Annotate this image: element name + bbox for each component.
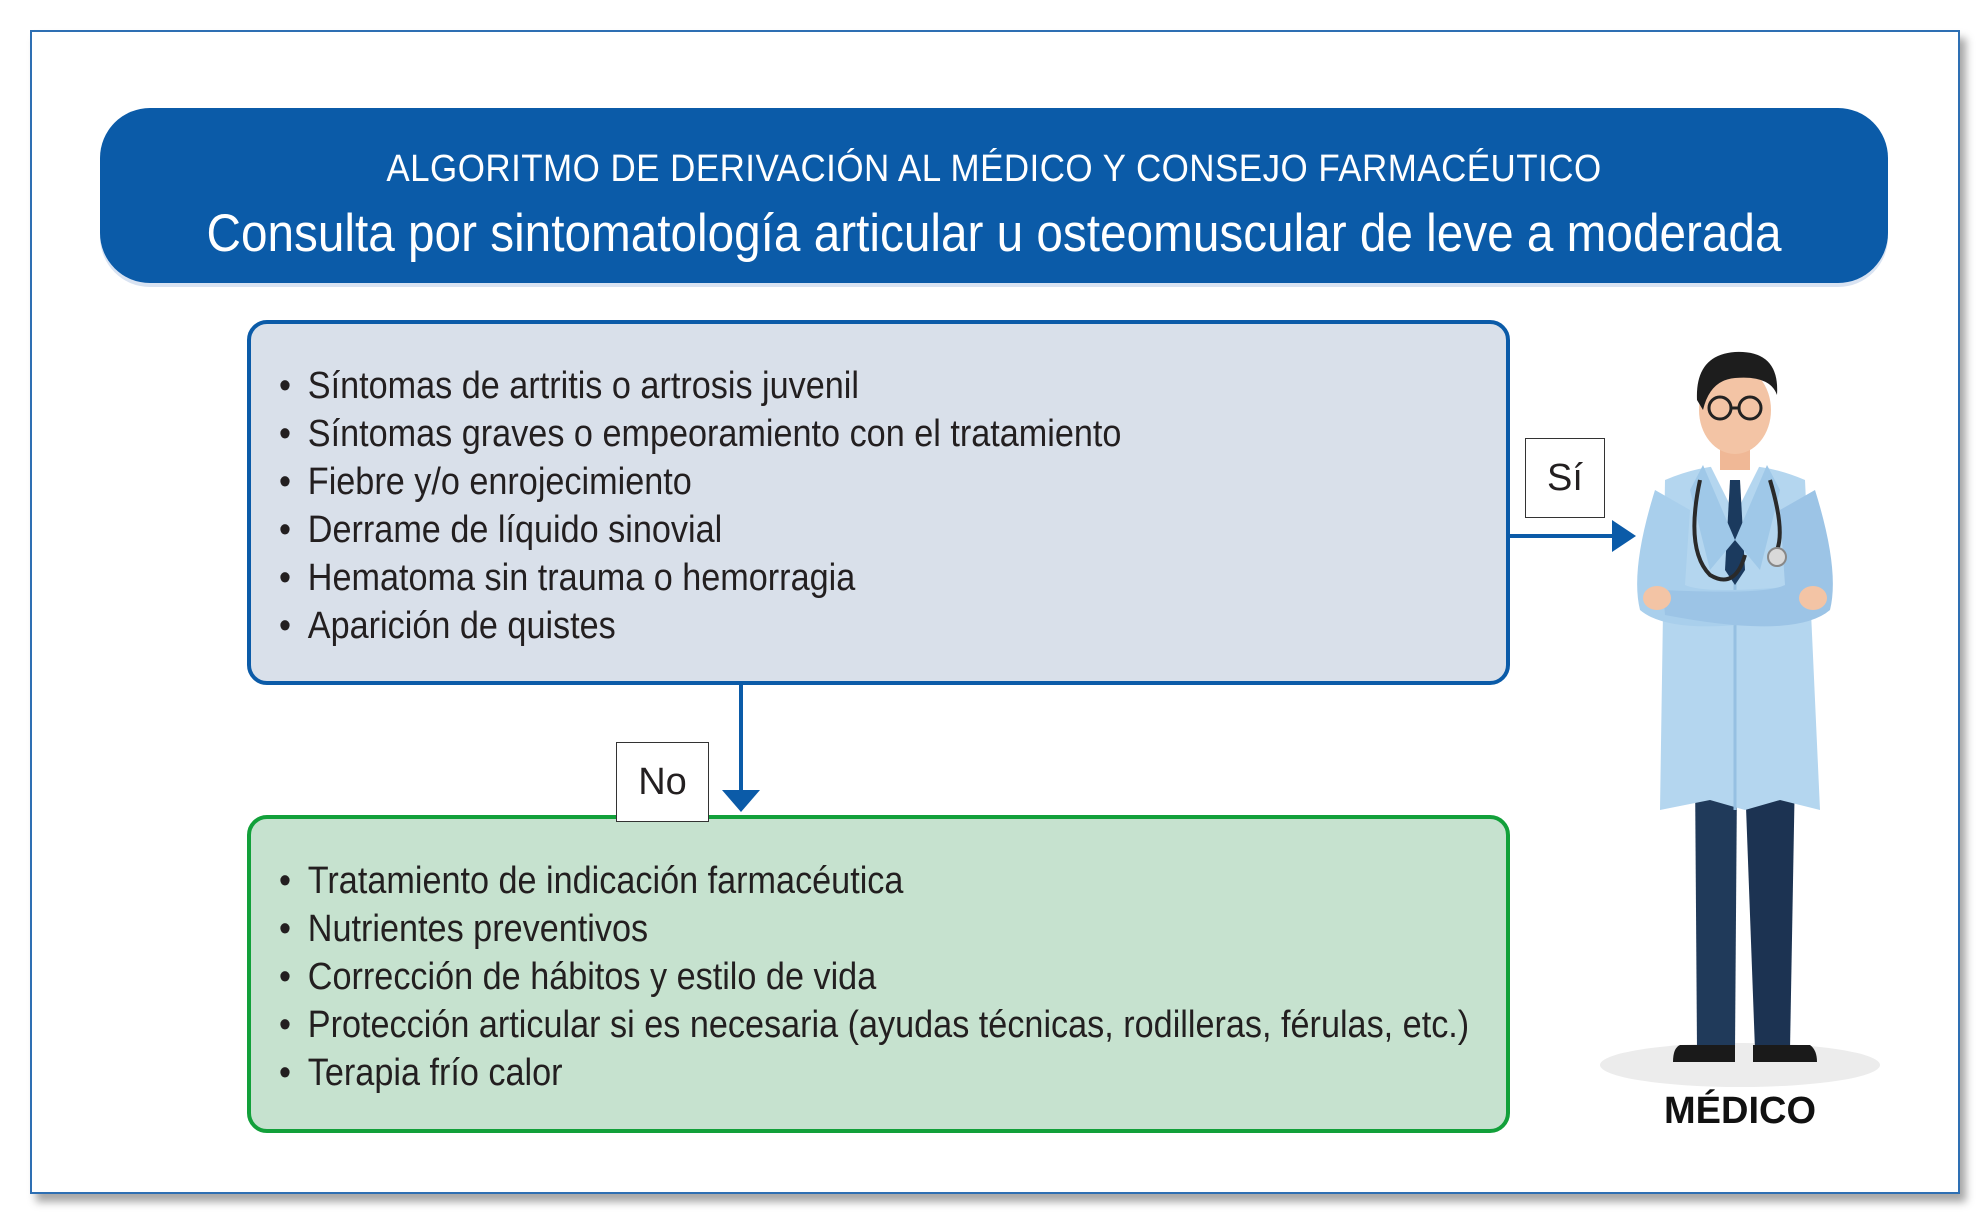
criteria-item: • Hematoma sin trauma o hemorragia (279, 554, 1358, 602)
advice-item: • Nutrientes preventivos (279, 905, 1358, 953)
no-label: No (616, 742, 709, 822)
header-banner (100, 108, 1888, 283)
yes-label: Sí (1525, 438, 1605, 518)
referral-criteria-box (247, 320, 1510, 685)
doctor-illustration-icon (1585, 340, 1885, 1100)
criteria-item: • Síntomas de artritis o artrosis juvenil (279, 362, 1358, 410)
criteria-item: • Síntomas graves o empeoramiento con el tratamiento (279, 410, 1358, 458)
no-connector-line (739, 683, 743, 793)
doctor-label: MÉDICO (1664, 1090, 1816, 1132)
criteria-item: • Derrame de líquido sinovial (279, 506, 1358, 554)
criteria-item: • Aparición de quistes (279, 602, 1358, 650)
criteria-item: • Fiebre y/o enrojecimiento (279, 458, 1358, 506)
advice-item: • Terapia frío calor (279, 1049, 1358, 1097)
header-title: ALGORITMO DE DERIVACIÓN AL MÉDICO Y CONSEJO FARMACÉUTICO (386, 148, 1602, 190)
header-subtitle: Consulta por sintomatología articular u osteomuscular de leve a moderada (206, 204, 1782, 263)
advice-item: • Tratamiento de indicación farmacéutica (279, 857, 1358, 905)
arrow-down-icon (722, 790, 760, 812)
advice-item: • Protección articular si es necesaria (ayudas técnicas, rodilleras, férulas, etc.) (279, 1001, 1358, 1049)
advice-item: • Corrección de hábitos y estilo de vida (279, 953, 1358, 1001)
pharmacist-advice-box (247, 815, 1510, 1133)
